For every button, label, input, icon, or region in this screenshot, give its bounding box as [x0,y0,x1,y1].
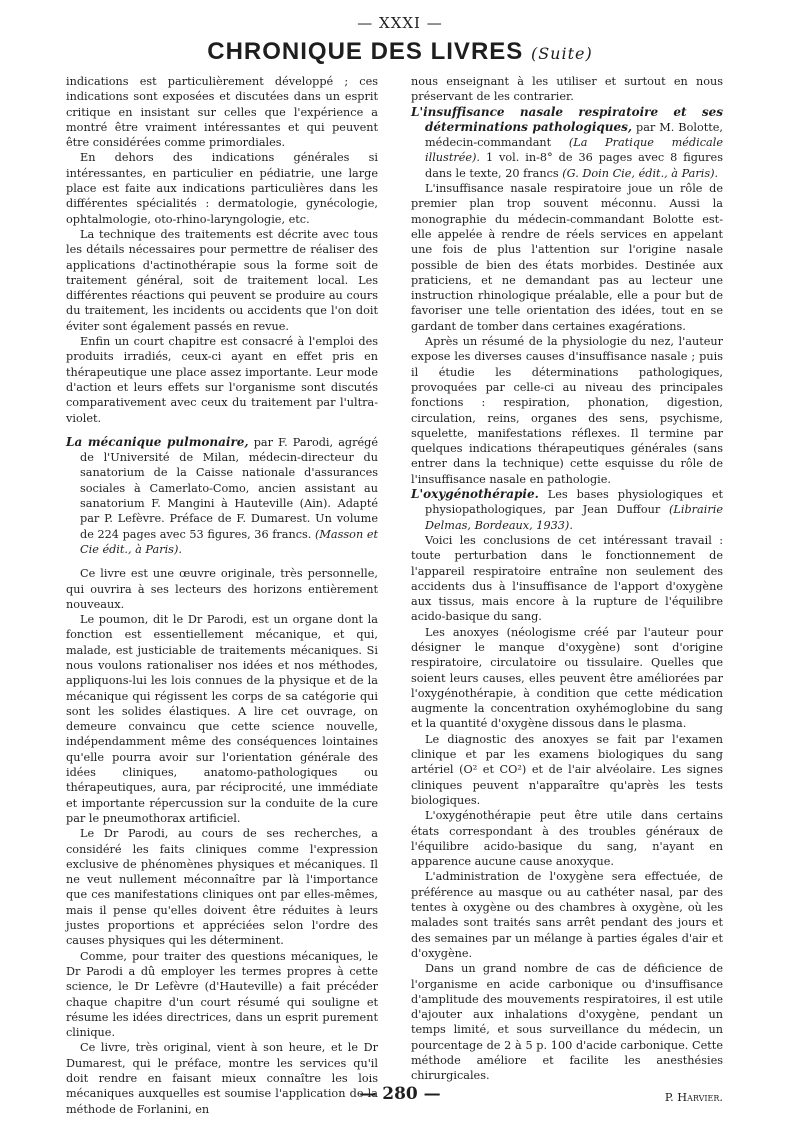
book-reference: par M. Bolotte, médecin-commandant [425,120,723,150]
book-publisher: (G. Doin Cie, édit., à Paris). [562,166,719,180]
book-series: (La Pratique médicale illustrée). [425,136,723,165]
paragraph: Enfin un court chapitre est consacré à l'emploi des produits irradiés, ceux-ci ayant en effet pris en thérapeutique une place assez importante. Leur mode d'action et leurs effets sur l'organisme sont discutés comparativement avec ceux du traitement par l'ultra-violet. [66,335,378,425]
paragraph: L'administration de l'oxygène sera effectuée, de préférence au masque ou au cathéter nasal, par des tentes à oxygène ou des chambres à oxygène, où les malades sont traités sans arrêt pendant des jours et des semaines par un mélange à parties égales d'air et d'oxygène. [411,870,723,960]
book-title: L'insuffisance nasale respiratoire et ses déterminations pathologiques, [411,104,723,134]
book-title: La mécanique pulmonaire, [66,434,249,449]
book-reference: par F. Parodi, agrégé de l'Université de Milan, médecin-directeur du sanatorium de la Caisse nationale d'assurances sociales à Camerlato-Como, ancien assistant au sanatorium F. Mangini à Hauteville (Ain). Adapté par P. Lefèvre. Préface de F. Dumarest. Un volume de 224 pages avec 53 figures, 36 francs. [80,435,378,541]
paragraph: Après un résumé de la physiologie du nez, l'auteur expose les diverses causes d'insuffisance nasale ; puis il étudie les déterminations pathologiques, provoquées par celle-ci au niveau des principales fonctions : respiration, phonation, digestion, circulation, reins, organes des sens, psychisme, squelette, manifestations réflexes. Il termine par quelques indications thérapeutiques générales (sans entrer dans la technique) cette esquisse du rôle de l'insuffisance nasale en pathologie. [411,335,723,486]
paragraph: indications est particulièrement développé ; ces indications sont exposées et discutées dans un esprit critique en insistant sur celles que l'expérience a montré être vraiment intéressantes et qui peuvent être considérées comme primordiales. [66,75,378,150]
paragraph: Le diagnostic des anoxyes se fait par l'examen clinique et par les examens biologiques du sang artériel (O² et CO²) et de l'air alvéolaire. Les signes cliniques peuvent n'apparaître qu'après les tests biologiques. [411,732,723,807]
book-reference: Les bases physiologiques et physiopathologiques, par Jean Duffour [425,488,723,517]
paragraph: Ce livre, très original, vient à son heure, et le Dr Dumarest, qui le préface, montre les services qu'il doit rendre en faisant mieux connaître les lois mécaniques auxquelles est soumise l'application de la méthode de Forlanini, en [66,1041,378,1116]
paragraph: nous enseignant à les utiliser et surtout en nous préservant de les contrarier. [411,75,723,104]
book-review-heading [411,105,723,181]
paragraph: Voici les conclusions de cet intéressant travail : toute perturbation dans le fonctionnement de l'appareil respiratoire entraîne non seulement des accidents dus à l'insuffisance de l'apport d'oxygène aux tissus, mais encore à la rupture de l'équilibre acido-basique du sang. [411,533,723,624]
page-number: — 280 — [359,1084,441,1104]
paragraph: Comme, pour traiter des questions mécaniques, le Dr Parodi a dû employer les termes propres à cette science, le Dr Lefèvre (d'Hauteville) a fait précéder chaque chapitre d'un court résumé qui souligne et résume les idées directrices, dans un esprit purement clinique. [66,949,378,1040]
book-title: L'oxygénothérapie. [411,487,539,502]
left-column [66,74,378,1117]
reviewer-signature: P. Harvier. [664,1090,723,1104]
paragraph: L'insuffisance nasale respiratoire joue un rôle de premier plan trop souvent méconnu. Aussi la monographie du médecin-commandant Bolotte est-elle appelée à rendre de réels services en appelant une fois de plus l'attention sur l'origine nasale possible de bien des états morbides. Destinée aux praticiens, et ne demandant pas au lecteur une instruction rhinologique préalable, elle a pour but de favoriser une telle orientation des idées, tout en se gardant de tomber dans certaines exagérations. [411,182,723,333]
paragraph: Le poumon, dit le Dr Parodi, est un organe dont la fonction est essentiellement mécanique, et qui, malade, est justiciable de traitements mécaniques. Si nous voulons rationaliser nos idées et nos méthodes, appliquons-lui les lois connues de la physique et de la mécanique qui régissent les corps de sa catégorie qui sont les solides élastiques. A lire cet ouvrage, on demeure convaincu que cette science nouvelle, indépendamment même des conséquences lointaines qu'elle pourra avoir sur l'orientation générale des idées cliniques, anatomo-pathologiques ou thérapeutiques, aura, par réciprocité, une immédiate et importante répercussion sur la conduite de la cure par le pneumothorax artificiel. [66,613,378,825]
book-review-heading [411,487,723,533]
section-title: CHRONIQUE DES LIVRES [207,38,524,65]
paragraph: En dehors des indications générales si intéressantes, en particulier en pédiatrie, une large place est faite aux indications particulières dans les différentes spécialités : dermatologie, gynécologie, ophtalmologie, oto-rhino-laryngologie, etc. [66,151,378,226]
paragraph: L'oxygénothérapie peut être utile dans certains états correspondant à des troubles généraux de l'équilibre acido-basique du sang, n'ayant en apparence aucune cause anoxyque. [411,809,723,869]
section-title-suite: (Suite) [530,44,593,63]
right-column [411,74,723,1105]
paragraph: Les anoxyes (néologisme créé par l'auteur pour désigner le manque d'oxygène) sont d'origine respiratoire, circulatoire ou tissulaire. Quelles que soient leurs causes, elles peuvent être améliorées par l'oxygénothérapie, à condition que cette médication augmente la concentration oxyhémoglobine du sang et la quantité d'oxygène dissous dans le plasma. [411,625,723,731]
paragraph: Le Dr Parodi, au cours de ses recherches, a considéré les faits cliniques comme l'expression exclusive de phénomènes physiques et mécaniques. Il ne veut nullement méconnaître par là l'importance que ces manifestations cliniques ont par elles-mêmes, mais il pense qu'elles doivent être réduites à leurs justes proportions et appréciées selon l'ordre des causes physiques qui les déterminent. [66,827,378,948]
running-title [0,38,800,66]
book-publisher: (Librairie Delmas, Bordeaux, 1933). [425,503,723,532]
roman-page-number: — XXXI — [357,14,443,32]
paragraph: Ce livre est une œuvre originale, très personnelle, qui ouvrira à ses lecteurs des horizons entièrement nouveaux. [66,567,378,611]
book-volume: 1 vol. in-8° de 36 pages avec 8 figures dans le texte, 20 francs [425,151,723,180]
book-review-heading [66,435,378,557]
paragraph: La technique des traitements est décrite avec tous les détails nécessaires pour permettre de réaliser des applications d'actinothérapie sous la forme soit de traitement général, soit de traitement local. Les différentes réactions qui peuvent se produire au cours du traitement, les incidents ou accidents que l'on doit éviter sont également passés en revue. [66,227,378,333]
book-publisher: (Masson et Cie édit., à Paris). [80,527,378,556]
paragraph: Dans un grand nombre de cas de déficience de l'organisme en acide carbonique ou d'insuffisance d'amplitude des mouvements respiratoires, il est utile d'ajouter aux inhalations d'oxygène, pendant un temps limité, et sous surveillance du médecin, un pourcentage de 2 à 5 p. 100 d'acide carbonique. Cette méthode améliore et facilite les anesthésies chirurgicales. [411,962,723,1083]
